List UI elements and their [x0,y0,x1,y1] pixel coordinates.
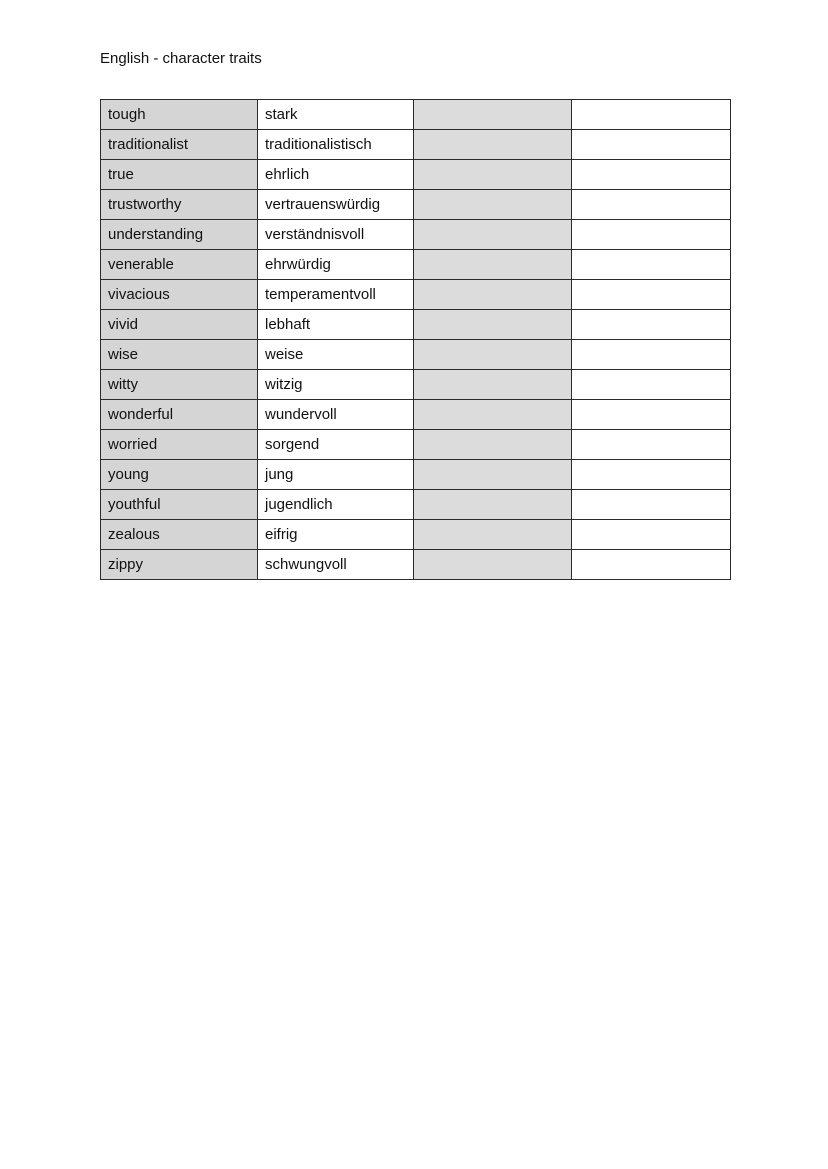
table-row [101,520,731,550]
table-row [101,130,731,160]
blank-practice-cell [572,130,731,160]
blank-practice-cell [572,370,731,400]
german-translation-cell: schwungvoll [258,550,414,580]
blank-practice-cell [572,280,731,310]
blank-practice-cell [572,250,731,280]
blank-practice-cell [572,520,731,550]
table-row [101,100,731,130]
page-title: English - character traits [100,50,262,67]
english-word-cell: traditionalist [101,130,258,160]
blank-practice-cell [414,490,572,520]
table-row [101,280,731,310]
blank-practice-cell [414,520,572,550]
blank-practice-cell [414,400,572,430]
german-translation-cell: sorgend [258,430,414,460]
german-translation-cell: stark [258,100,414,130]
table-row [101,220,731,250]
german-translation-cell: jugendlich [258,490,414,520]
english-word-cell: understanding [101,220,258,250]
table-row [101,490,731,520]
german-translation-cell: ehrwürdig [258,250,414,280]
german-translation-cell: lebhaft [258,310,414,340]
table-row [101,190,731,220]
table-row [101,550,731,580]
german-translation-cell: jung [258,460,414,490]
german-translation-cell: traditionalistisch [258,130,414,160]
english-word-cell: worried [101,430,258,460]
table-row [101,340,731,370]
english-word-cell: wonderful [101,400,258,430]
blank-practice-cell [572,220,731,250]
blank-practice-cell [414,250,572,280]
blank-practice-cell [572,430,731,460]
english-word-cell: true [101,160,258,190]
blank-practice-cell [414,160,572,190]
german-translation-cell: verständnisvoll [258,220,414,250]
table-row [101,250,731,280]
vocabulary-table [100,99,731,580]
table-row [101,460,731,490]
blank-practice-cell [414,370,572,400]
blank-practice-cell [572,340,731,370]
german-translation-cell: temperamentvoll [258,280,414,310]
blank-practice-cell [572,100,731,130]
blank-practice-cell [572,460,731,490]
blank-practice-cell [414,430,572,460]
blank-practice-cell [572,190,731,220]
blank-practice-cell [414,190,572,220]
german-translation-cell: wundervoll [258,400,414,430]
english-word-cell: vivacious [101,280,258,310]
german-translation-cell: ehrlich [258,160,414,190]
blank-practice-cell [414,280,572,310]
blank-practice-cell [414,460,572,490]
english-word-cell: tough [101,100,258,130]
table-row [101,310,731,340]
table-row [101,160,731,190]
english-word-cell: witty [101,370,258,400]
blank-practice-cell [572,310,731,340]
english-word-cell: wise [101,340,258,370]
english-word-cell: young [101,460,258,490]
german-translation-cell: witzig [258,370,414,400]
german-translation-cell: eifrig [258,520,414,550]
blank-practice-cell [414,220,572,250]
english-word-cell: youthful [101,490,258,520]
blank-practice-cell [572,160,731,190]
vocabulary-table-body [101,100,731,580]
blank-practice-cell [414,100,572,130]
english-word-cell: venerable [101,250,258,280]
english-word-cell: vivid [101,310,258,340]
table-row [101,400,731,430]
english-word-cell: zealous [101,520,258,550]
blank-practice-cell [414,130,572,160]
table-row [101,430,731,460]
blank-practice-cell [414,550,572,580]
blank-practice-cell [572,550,731,580]
german-translation-cell: weise [258,340,414,370]
table-row [101,370,731,400]
german-translation-cell: vertrauenswürdig [258,190,414,220]
english-word-cell: trustworthy [101,190,258,220]
english-word-cell: zippy [101,550,258,580]
blank-practice-cell [414,310,572,340]
blank-practice-cell [414,340,572,370]
blank-practice-cell [572,400,731,430]
blank-practice-cell [572,490,731,520]
